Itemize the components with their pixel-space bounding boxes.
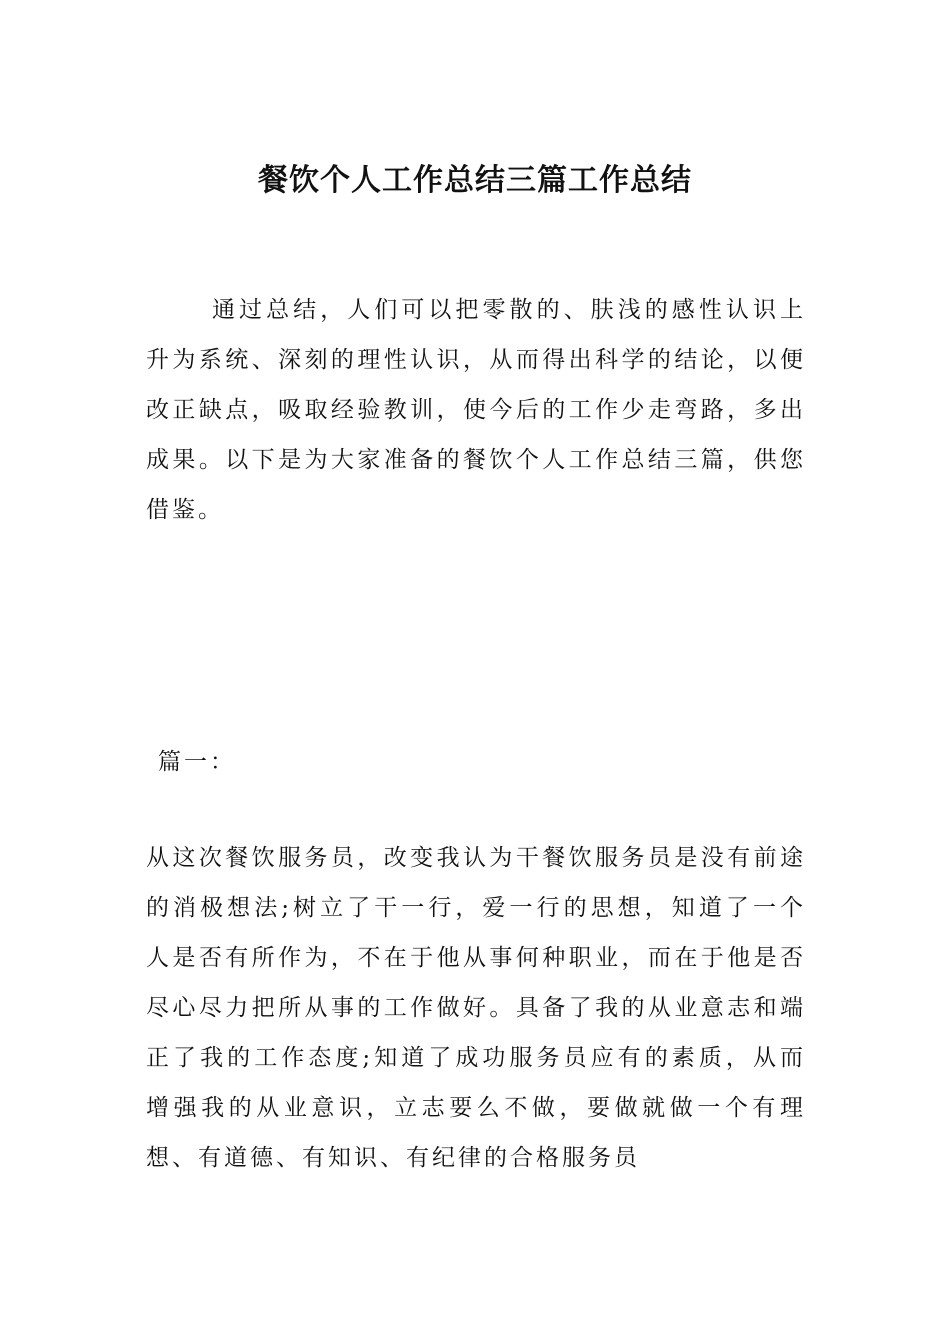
intro-paragraph: 通过总结，人们可以把零散的、肤浅的感性认识上升为系统、深刻的理性认识，从而得出科学的结论，以便改正缺点，吸取经验教训，使今后的工作少走弯路，多出成果。以下是为大家准备的餐饮个人工作总结三篇，供您借鉴。 [146, 297, 806, 523]
document-title: 餐饮个人工作总结三篇工作总结 [258, 163, 692, 198]
section-body-paragraph: 从这次餐饮服务员，改变我认为干餐饮服务员是没有前途的消极想法;树立了干一行，爱一行的思想，知道了一个人是否有所作为，不在于他从事何种职业，而在于他是否尽心尽力把所从事的工作做好。具备了我的从业意志和端正了我的工作态度;知道了成功服务员应有的素质，从而增强我的从业意识，立志要么不做，要做就做一个有理想、有道德、有知识、有纪律的合格服务员 [146, 845, 806, 1171]
section-heading: 篇一： [158, 749, 236, 775]
